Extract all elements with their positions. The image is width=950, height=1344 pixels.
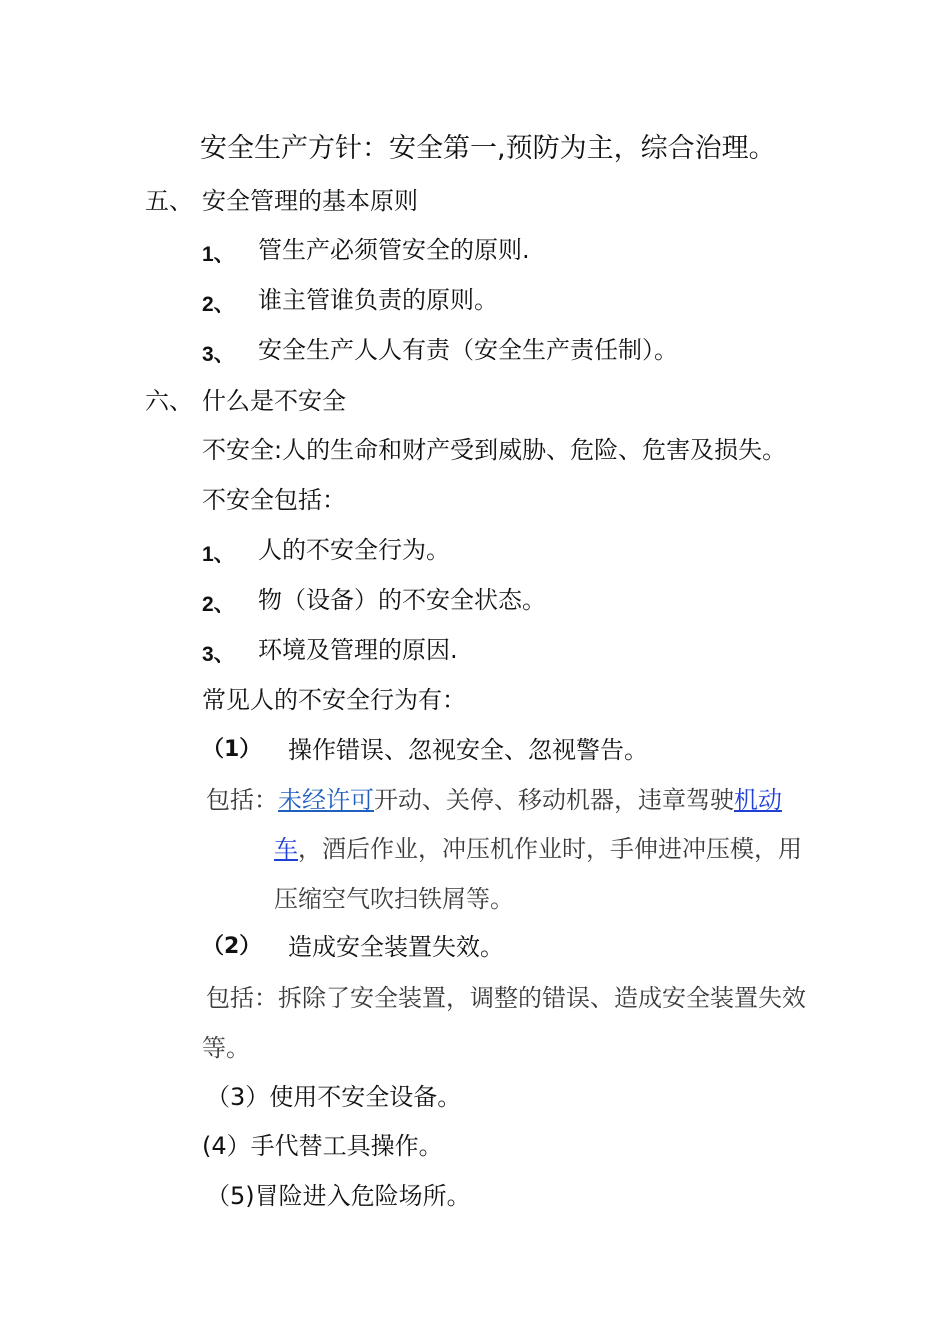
detail-prefix: 包括： [206, 786, 278, 814]
common-behaviors-label: 常见人的不安全行为有： [202, 686, 466, 714]
behavior1-detail-line3: 压缩空气吹扫铁屑等。 [274, 885, 514, 913]
section5-item2-text: 谁主管谁负责的原则。 [258, 286, 498, 314]
section5-item1-num: 1、 [202, 243, 235, 266]
behavior2-text: 造成安全装置失效。 [288, 933, 504, 961]
section6-item3-num: 3、 [202, 643, 235, 666]
motor-vehicle-link[interactable]: 机动 [734, 786, 782, 814]
section6-marker: 六、 [145, 387, 193, 415]
behavior3: （3）使用不安全设备。 [206, 1083, 462, 1111]
section5-item3-num: 3、 [202, 343, 235, 366]
unlicensed-link[interactable]: 未经许可 [278, 786, 374, 814]
section6-item2-text: 物（设备）的不安全状态。 [258, 586, 546, 614]
behavior2-detail-line1: 包括：拆除了安全装置，调整的错误、造成安全装置失效 [206, 984, 806, 1012]
section5-item3-text: 安全生产人人有责（安全生产责任制）。 [258, 336, 678, 364]
section6-item1-text: 人的不安全行为。 [258, 536, 450, 564]
section5-title: 安全管理的基本原则 [202, 187, 418, 215]
unsafe-includes-label: 不安全包括： [202, 486, 346, 514]
behavior5: （5)冒险进入危险场所。 [206, 1182, 471, 1210]
section5-item2-num: 2、 [202, 293, 235, 316]
section6-title: 什么是不安全 [202, 387, 346, 415]
behavior1-detail-line2 [274, 834, 802, 864]
behavior1-num: （1） [202, 737, 262, 762]
section6-item3-text: 环境及管理的原因. [258, 636, 458, 664]
behavior2-detail-line2: 等。 [202, 1034, 250, 1062]
policy-heading: 安全生产方针：安全第一,预防为主，综合治理。 [200, 133, 776, 164]
detail-line2-text: ，酒后作业，冲压机作业时，手伸进冲压模，用 [298, 835, 802, 863]
behavior2-num: （2） [202, 934, 262, 959]
behavior1-text: 操作错误、忽视安全、忽视警告。 [288, 736, 648, 764]
motor-vehicle-link-cont[interactable]: 车 [274, 835, 298, 863]
behavior1-detail-line1 [206, 785, 782, 815]
unsafe-definition: 不安全:人的生命和财产受到威胁、危险、危害及损失。 [202, 436, 787, 464]
section6-item1-num: 1、 [202, 543, 235, 566]
behavior4: (4）手代替工具操作。 [202, 1132, 443, 1160]
section6-item2-num: 2、 [202, 593, 235, 616]
section5-item1-text: 管生产必须管安全的原则. [258, 236, 530, 264]
detail-mid: 开动、关停、移动机器，违章驾驶 [374, 786, 734, 814]
section5-marker: 五、 [145, 187, 193, 215]
